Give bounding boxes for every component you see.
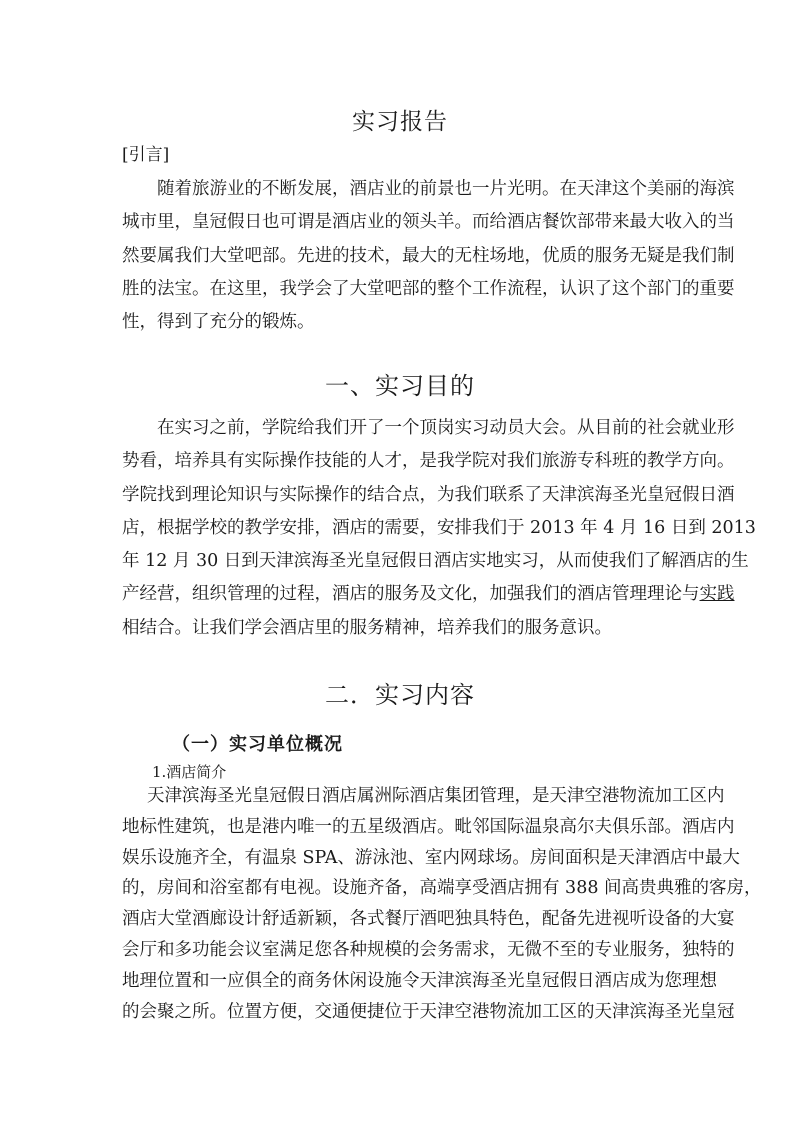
- text-line: 势看，培养具有实际操作技能的人才，是我学院对我们旅游专科班的教学方向。: [122, 451, 735, 472]
- text-line: 地标性建筑，也是港内唯一的五星级酒店。毗邻国际温泉高尔夫俱乐部。酒店内: [122, 816, 735, 837]
- section-2-heading: 二．实习内容: [325, 681, 475, 709]
- text-line: 胜的法宝。在这里，我学会了大堂吧部的整个工作流程，认识了这个部门的重要: [122, 278, 735, 299]
- section-1-heading: 一、实习目的: [325, 372, 475, 400]
- text-line: 娱乐设施齐全，有温泉 SPA、游泳池、室内网球场。房间面积是天津酒店中最大: [122, 847, 740, 868]
- text-line: 在实习之前，学院给我们开了一个顶岗实习动员大会。从目前的社会就业形: [122, 418, 735, 438]
- text-line: 酒店大堂酒廊设计舒适新颖，各式餐厅酒吧独具特色，配备先进视听设备的大宴: [122, 909, 735, 930]
- text-line: 会厅和多功能会议室满足您各种规模的会务需求，无微不至的专业服务，独特的: [122, 939, 735, 960]
- subsection-item: 1.酒店简介: [152, 763, 227, 781]
- text-line: 年 12 月 30 日到天津滨海圣光皇冠假日酒店实地实习，从而使我们了解酒店的生: [122, 551, 749, 572]
- text-line: 地理位置和一应俱全的商务休闲设施令天津滨海圣光皇冠假日酒店成为您理想: [122, 970, 717, 991]
- text-line: [122, 578, 735, 611]
- text-line: 的，房间和浴室都有电视。设施齐备，高端享受酒店拥有 388 间高贵典雅的客房，: [122, 878, 762, 899]
- text-line: 性，得到了充分的锻炼。: [122, 312, 315, 333]
- intro-paragraph: [122, 173, 735, 339]
- text-line: 相结合。让我们学会酒店里的服务精神，培养我们的服务意识。: [122, 617, 612, 638]
- text-line-part: 产经营，组织管理的过程，酒店的服务及文化，加强我们的酒店管理理论与: [122, 584, 700, 605]
- subsection-heading: （一）实习单位概况: [172, 734, 343, 755]
- text-line: 天津滨海圣光皇冠假日酒店属洲际酒店集团管理，是天津空港物流加工区内: [147, 786, 725, 806]
- text-line: 学院找到理论知识与实际操作的结合点，为我们联系了天津滨海圣光皇冠假日酒: [122, 484, 735, 505]
- text-line: 然要属我们大堂吧部。先进的技术，最大的无柱场地，优质的服务无疑是我们制: [122, 245, 735, 266]
- intro-label: [引言]: [122, 145, 170, 165]
- text-line: 随着旅游业的不断发展，酒店业的前景也一片光明。在天津这个美丽的海滨: [122, 179, 735, 199]
- section-1-paragraph: [122, 412, 756, 645]
- underlined-text: 实践: [699, 584, 735, 605]
- text-line: 店，根据学校的教学安排，酒店的需要，安排我们于 2013 年 4 月 16 日到 2013: [122, 517, 756, 538]
- text-line: 的会聚之所。位置方便，交通便捷位于天津空港物流加工区的天津滨海圣光皇冠: [122, 1001, 735, 1022]
- page-title: 实习报告: [352, 109, 448, 135]
- text-line: 城市里，皇冠假日也可谓是酒店业的领头羊。而给酒店餐饮部带来最大收入的当: [122, 212, 735, 233]
- hotel-intro-paragraph: [122, 781, 762, 1027]
